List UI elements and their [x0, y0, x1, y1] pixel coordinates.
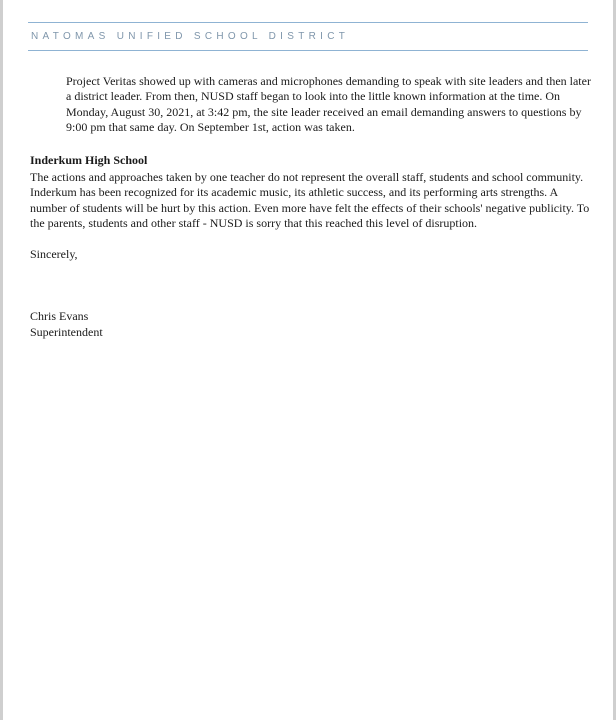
letterhead-top-rule — [28, 22, 588, 23]
signature-title: Superintendent — [30, 325, 103, 339]
paragraph-inderkum: The actions and approaches taken by one teacher do not represent the overall staff, students and school community. Inderkum has been recognized for its academic music, its athletic success, and its performing arts strengths. A number of students will be hurt by this action. Even more have felt the effects of their schools' negative publicity. To the parents, students and other staff - NUSD is sorry that this reached this level of disruption. — [30, 170, 590, 231]
signature-name: Chris Evans — [30, 309, 89, 323]
letterhead-bottom-rule — [28, 50, 588, 51]
closing-salutation: Sincerely, — [30, 247, 78, 261]
page-edge-left — [0, 0, 3, 720]
letterhead-title: NATOMAS UNIFIED SCHOOL DISTRICT — [31, 31, 350, 42]
section-heading-inderkum: Inderkum High School — [30, 153, 148, 167]
paragraph-project-veritas: Project Veritas showed up with cameras and microphones demanding to speak with site leaders and then later a district leader. From then, NUSD staff began to look into the little known information at the time. On Monday, August 30, 2021, at 3:42 pm, the site leader received an email demanding answers to questions by 9:00 pm that same day. On September 1st, action was taken. — [66, 74, 591, 135]
